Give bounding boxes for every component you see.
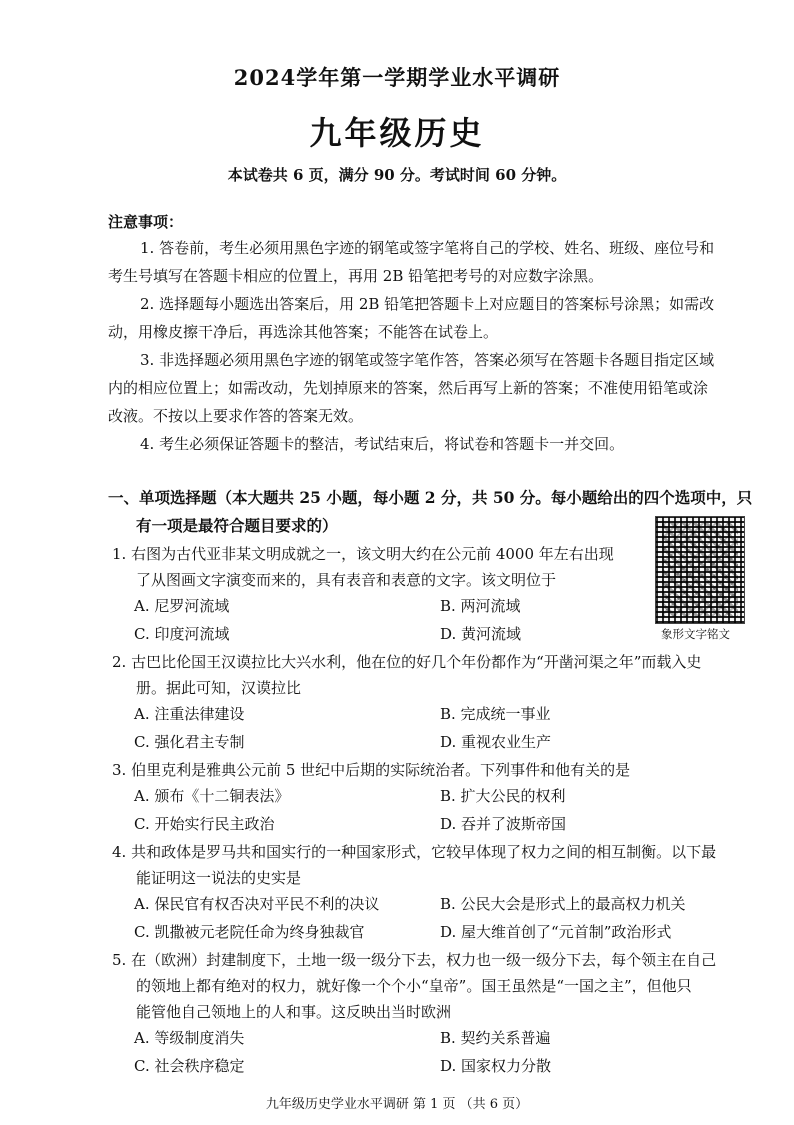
- notice-line: 考生号填写在答题卡相应的位置上，再用 2B 铅笔把考号的对应数字涂黑。: [108, 267, 604, 285]
- option-a: A. 等级制度消失: [134, 1029, 245, 1047]
- notice-line: 3. 非选择题必须用黑色字迹的钢笔或签字笔作答，答案必须写在答题卡各题目指定区域: [140, 351, 715, 369]
- subject-title: 九年级历史: [309, 114, 485, 152]
- section-heading-cont: 有一项是最符合题目要求的）: [136, 516, 338, 535]
- option-d: D. 吞并了波斯帝国: [440, 815, 567, 833]
- notice-line: 1. 答卷前，考生必须用黑色字迹的钢笔或签字笔将自己的学校、姓名、班级、座位号和: [140, 239, 715, 257]
- question-stem: 3. 伯里克利是雅典公元前 5 世纪中后期的实际统治者。下列事件和他有关的是: [112, 761, 631, 779]
- option-b: B. 完成统一事业: [440, 705, 551, 723]
- option-b: B. 两河流域: [440, 597, 521, 615]
- exam-title: 2024学年第一学期学业水平调研: [233, 65, 561, 90]
- option-c: C. 社会秩序稳定: [134, 1057, 245, 1075]
- question-stem: 1. 右图为古代亚非某文明成就之一，该文明大约在公元前 4000 年左右出现: [112, 545, 614, 563]
- option-c: C. 开始实行民主政治: [134, 815, 275, 833]
- notice-line: 2. 选择题每小题选出答案后，用 2B 铅笔把答题卡上对应题目的答案标号涂黑；如需改: [140, 295, 715, 313]
- notice-heading: 注意事项：: [108, 213, 184, 231]
- page-footer: 九年级历史学业水平调研 第 1 页 （共 6 页）: [265, 1097, 529, 1112]
- option-a: A. 颁布《十二铜表法》: [134, 787, 290, 805]
- option-d: D. 国家权力分散: [440, 1057, 552, 1075]
- question-stem: 4. 共和政体是罗马共和国实行的一种国家形式，它较早体现了权力之间的相互制衡。以下最: [112, 843, 717, 861]
- option-c: C. 凯撒被元老院任命为终身独裁官: [134, 923, 365, 941]
- option-b: B. 公民大会是形式上的最高权力机关: [440, 895, 686, 913]
- option-d: D. 重视农业生产: [440, 733, 552, 751]
- notice-line: 4. 考生必须保证答题卡的整洁，考试结束后，将试卷和答题卡一并交回。: [140, 435, 625, 453]
- notice-line: 改液。不按以上要求作答的答案无效。: [108, 407, 364, 425]
- notice-line: 动，用橡皮擦干净后，再选涂其他答案；不能答在试卷上。: [108, 323, 499, 341]
- figure-caption: 象形文字铭文: [661, 627, 730, 641]
- option-d: D. 屋大维首创了“元首制”政治形式: [440, 923, 672, 941]
- option-b: B. 扩大公民的权利: [440, 787, 566, 805]
- option-c: C. 印度河流域: [134, 625, 230, 643]
- section-heading: 一、单项选择题（本大题共 25 小题，每小题 2 分，共 50 分。每小题给出的四个选项中，只: [108, 488, 753, 507]
- notice-line: 内的相应位置上；如需改动，先划掉原来的答案，然后再写上新的答案；不准使用铅笔或涂: [108, 379, 709, 397]
- option-a: A. 尼罗河流域: [134, 597, 230, 615]
- exam-info: 本试卷共 6 页，满分 90 分。考试时间 60 分钟。: [227, 166, 567, 184]
- question-stem: 5. 在（欧洲）封建制度下，土地一级一级分下去，权力也一级一级分下去，每个领主在自己: [112, 951, 717, 969]
- hieroglyph-inscription-image: [655, 516, 745, 624]
- option-a: A. 保民官有权否决对平民不利的决议: [134, 895, 380, 913]
- question-stem: 的领地上都有绝对的权力，就好像一个个小“皇帝”。国王虽然是“一国之主”，但他只: [136, 977, 692, 995]
- option-b: B. 契约关系普遍: [440, 1029, 551, 1047]
- question-stem: 了从图画文字演变而来的，具有表音和表意的文字。该文明位于: [136, 571, 557, 589]
- question-stem: 2. 古巴比伦国王汉谟拉比大兴水利，他在位的好几个年份都作为“开凿河渠之年”而载入史: [112, 653, 702, 671]
- question-stem: 册。据此可知，汉谟拉比: [136, 679, 302, 697]
- option-c: C. 强化君主专制: [134, 733, 245, 751]
- question-stem: 能管他自己领地上的人和事。这反映出当时欧洲: [136, 1003, 452, 1021]
- option-d: D. 黄河流域: [440, 625, 522, 643]
- option-a: A. 注重法律建设: [134, 705, 245, 723]
- question-stem: 能证明这一说法的史实是: [136, 869, 302, 887]
